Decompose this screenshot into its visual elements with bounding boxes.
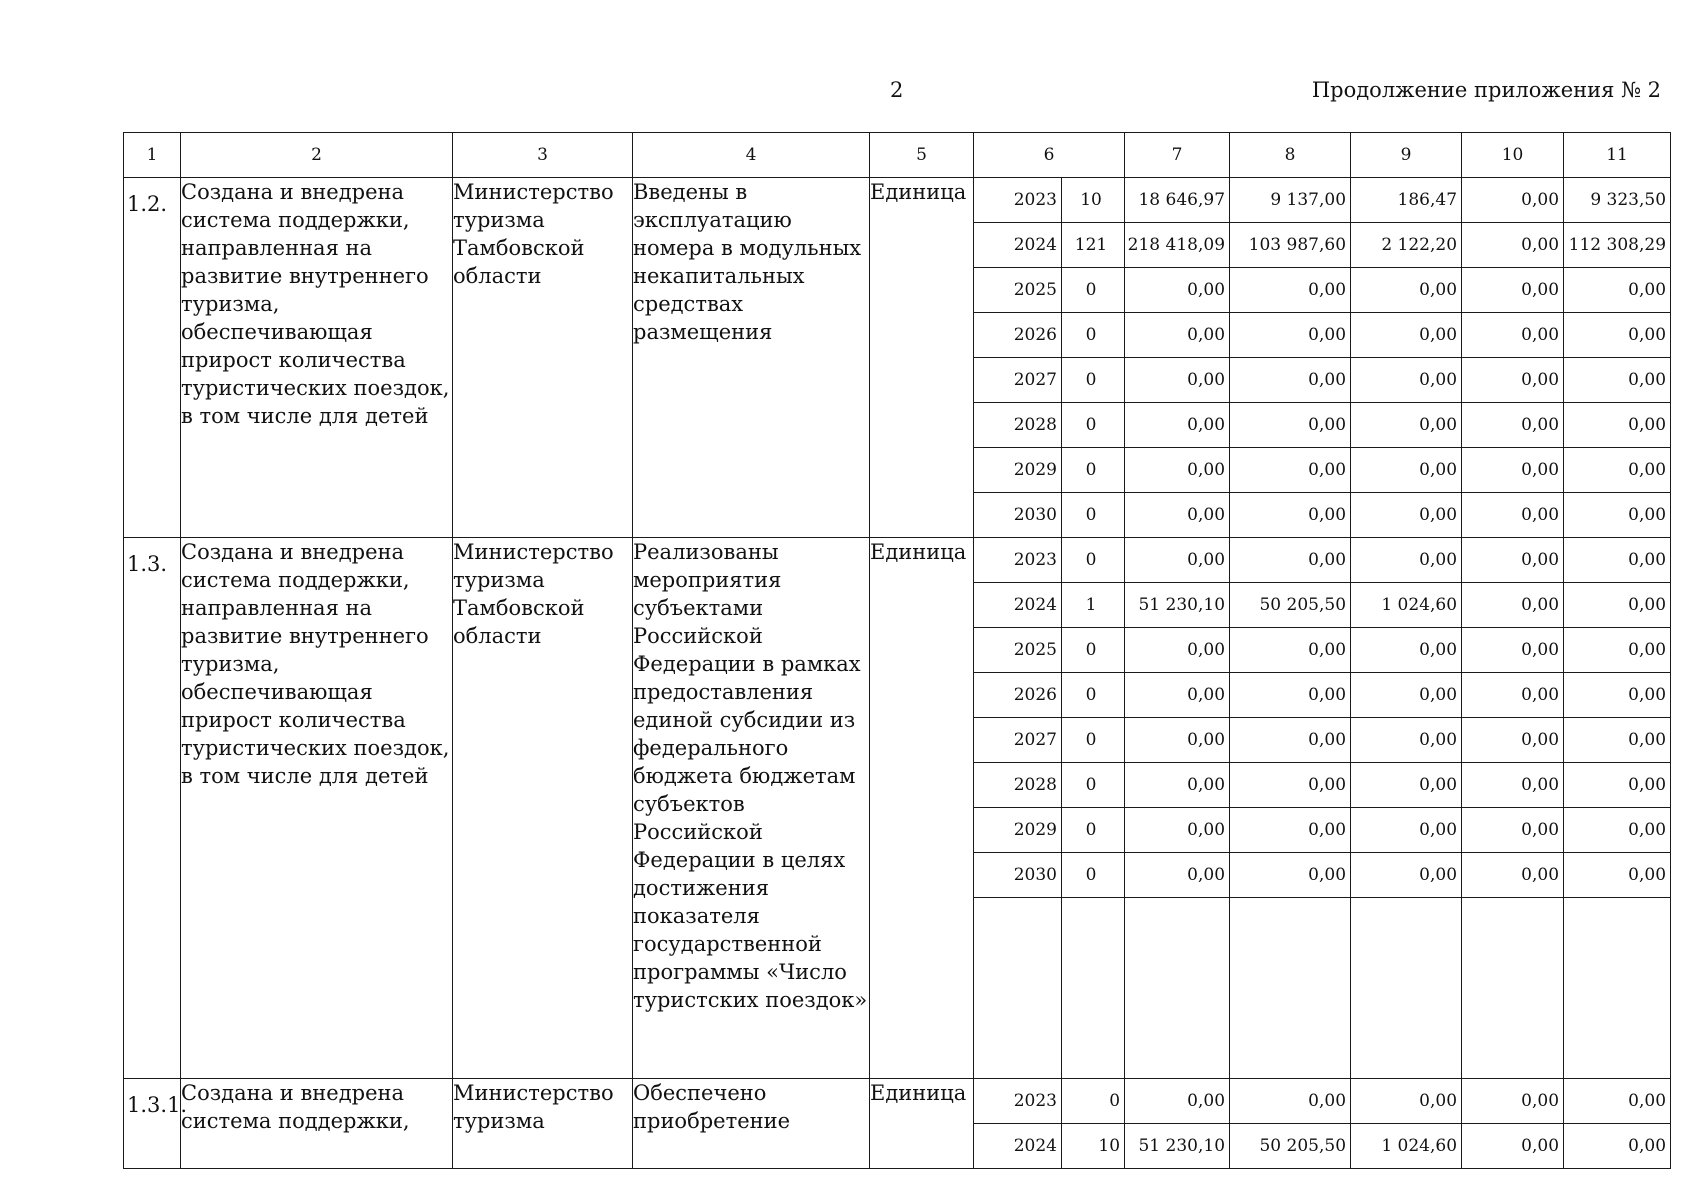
col7-cell: 51 230,10 bbox=[1125, 1124, 1230, 1169]
header-cell: 7 bbox=[1125, 133, 1230, 178]
result-cell: Создана и внедрена система поддержки, направленная на развитие внутреннего туризма, обеспечивающая прирост количества туристических поездок, в том числе для детей bbox=[181, 538, 453, 1079]
col10-cell: 0,00 bbox=[1462, 268, 1564, 313]
col11-cell: 0,00 bbox=[1564, 853, 1671, 898]
col11-cell: 0,00 bbox=[1564, 493, 1671, 538]
budget-table bbox=[123, 132, 1671, 1169]
col7-cell: 218 418,09 bbox=[1125, 223, 1230, 268]
col7-cell: 0,00 bbox=[1125, 493, 1230, 538]
col8-cell: 0,00 bbox=[1230, 808, 1351, 853]
col8-cell: 0,00 bbox=[1230, 718, 1351, 763]
col10-cell: 0,00 bbox=[1462, 853, 1564, 898]
value-cell: 0 bbox=[1062, 538, 1125, 583]
value-cell: 0 bbox=[1062, 763, 1125, 808]
year-cell: 2024 bbox=[974, 223, 1062, 268]
col11-cell: 0,00 bbox=[1564, 403, 1671, 448]
col9-cell: 0,00 bbox=[1351, 853, 1462, 898]
col8-cell: 9 137,00 bbox=[1230, 178, 1351, 223]
col11-cell: 0,00 bbox=[1564, 808, 1671, 853]
empty-cell bbox=[1462, 898, 1564, 1079]
year-cell: 2026 bbox=[974, 673, 1062, 718]
col10-cell: 0,00 bbox=[1462, 763, 1564, 808]
year-cell: 2023 bbox=[974, 1079, 1062, 1124]
empty-cell bbox=[1062, 898, 1125, 1079]
col11-cell: 0,00 bbox=[1564, 448, 1671, 493]
col10-cell: 0,00 bbox=[1462, 358, 1564, 403]
col8-cell: 50 205,50 bbox=[1230, 583, 1351, 628]
col7-cell: 0,00 bbox=[1125, 628, 1230, 673]
value-cell: 0 bbox=[1062, 1079, 1125, 1124]
col8-cell: 0,00 bbox=[1230, 673, 1351, 718]
table-row bbox=[124, 538, 1671, 583]
year-cell: 2028 bbox=[974, 763, 1062, 808]
col7-cell: 0,00 bbox=[1125, 448, 1230, 493]
col8-cell: 0,00 bbox=[1230, 448, 1351, 493]
value-cell: 0 bbox=[1062, 403, 1125, 448]
col9-cell: 0,00 bbox=[1351, 718, 1462, 763]
col9-cell: 0,00 bbox=[1351, 358, 1462, 403]
col9-cell: 0,00 bbox=[1351, 448, 1462, 493]
header-cell: 4 bbox=[633, 133, 870, 178]
value-cell: 0 bbox=[1062, 358, 1125, 403]
header-cell: 1 bbox=[124, 133, 181, 178]
header-cell: 6 bbox=[974, 133, 1125, 178]
header-cell: 10 bbox=[1462, 133, 1564, 178]
col10-cell: 0,00 bbox=[1462, 583, 1564, 628]
col8-cell: 0,00 bbox=[1230, 493, 1351, 538]
result-cell: Создана и внедрена система поддержки, bbox=[181, 1079, 453, 1169]
value-cell: 0 bbox=[1062, 853, 1125, 898]
col9-cell: 186,47 bbox=[1351, 178, 1462, 223]
year-cell: 2027 bbox=[974, 358, 1062, 403]
col10-cell: 0,00 bbox=[1462, 1079, 1564, 1124]
col9-cell: 0,00 bbox=[1351, 268, 1462, 313]
col11-cell: 0,00 bbox=[1564, 538, 1671, 583]
value-cell: 0 bbox=[1062, 628, 1125, 673]
col10-cell: 0,00 bbox=[1462, 628, 1564, 673]
value-cell: 0 bbox=[1062, 313, 1125, 358]
value-cell: 0 bbox=[1062, 268, 1125, 313]
col9-cell: 0,00 bbox=[1351, 313, 1462, 358]
responsible-cell: Министерство туризма bbox=[453, 1079, 633, 1169]
col7-cell: 0,00 bbox=[1125, 673, 1230, 718]
col11-cell: 0,00 bbox=[1564, 268, 1671, 313]
col8-cell: 103 987,60 bbox=[1230, 223, 1351, 268]
indicator-cell: Обеспечено приобретение bbox=[633, 1079, 870, 1169]
col9-cell: 0,00 bbox=[1351, 493, 1462, 538]
result-cell: Создана и внедрена система поддержки, направленная на развитие внутреннего туризма, обеспечивающая прирост количества туристических поездок, в том числе для детей bbox=[181, 178, 453, 538]
year-cell: 2024 bbox=[974, 1124, 1062, 1169]
table-body bbox=[124, 178, 1671, 1169]
col10-cell: 0,00 bbox=[1462, 493, 1564, 538]
col9-cell: 0,00 bbox=[1351, 538, 1462, 583]
col11-cell: 0,00 bbox=[1564, 313, 1671, 358]
col11-cell: 9 323,50 bbox=[1564, 178, 1671, 223]
col7-cell: 0,00 bbox=[1125, 718, 1230, 763]
col9-cell: 0,00 bbox=[1351, 673, 1462, 718]
value-cell: 0 bbox=[1062, 673, 1125, 718]
year-cell: 2030 bbox=[974, 493, 1062, 538]
col9-cell: 1 024,60 bbox=[1351, 1124, 1462, 1169]
header-cell: 9 bbox=[1351, 133, 1462, 178]
col11-cell: 0,00 bbox=[1564, 673, 1671, 718]
value-cell: 10 bbox=[1062, 1124, 1125, 1169]
header-cell: 8 bbox=[1230, 133, 1351, 178]
year-cell: 2026 bbox=[974, 313, 1062, 358]
col11-cell: 0,00 bbox=[1564, 718, 1671, 763]
col8-cell: 0,00 bbox=[1230, 403, 1351, 448]
responsible-cell: Министерство туризма Тамбовской области bbox=[453, 538, 633, 1079]
col10-cell: 0,00 bbox=[1462, 808, 1564, 853]
page-number: 2 bbox=[890, 78, 904, 102]
indicator-cell: Реализованы мероприятия субъектами Российской Федерации в рамках предоставления единой субсидии из федерального бюджета бюджетам субъектов Российской Федерации в целях достижения показателя государственной программы «Число туристских поездок» bbox=[633, 538, 870, 1079]
header-row bbox=[124, 133, 1671, 178]
col11-cell: 112 308,29 bbox=[1564, 223, 1671, 268]
header-cell: 5 bbox=[870, 133, 974, 178]
col7-cell: 0,00 bbox=[1125, 358, 1230, 403]
col9-cell: 0,00 bbox=[1351, 763, 1462, 808]
year-cell: 2030 bbox=[974, 853, 1062, 898]
col8-cell: 0,00 bbox=[1230, 538, 1351, 583]
empty-cell bbox=[1351, 898, 1462, 1079]
year-cell: 2023 bbox=[974, 178, 1062, 223]
col10-cell: 0,00 bbox=[1462, 673, 1564, 718]
col7-cell: 0,00 bbox=[1125, 808, 1230, 853]
col10-cell: 0,00 bbox=[1462, 403, 1564, 448]
col8-cell: 0,00 bbox=[1230, 1079, 1351, 1124]
value-cell: 0 bbox=[1062, 718, 1125, 763]
col7-cell: 18 646,97 bbox=[1125, 178, 1230, 223]
row-number: 1.2. bbox=[124, 178, 181, 538]
value-cell: 0 bbox=[1062, 808, 1125, 853]
unit-cell: Единица bbox=[870, 1079, 974, 1169]
col11-cell: 0,00 bbox=[1564, 763, 1671, 808]
col11-cell: 0,00 bbox=[1564, 1124, 1671, 1169]
col7-cell: 51 230,10 bbox=[1125, 583, 1230, 628]
col10-cell: 0,00 bbox=[1462, 538, 1564, 583]
col8-cell: 0,00 bbox=[1230, 313, 1351, 358]
table-row bbox=[124, 178, 1671, 223]
year-cell: 2028 bbox=[974, 403, 1062, 448]
col10-cell: 0,00 bbox=[1462, 223, 1564, 268]
col8-cell: 0,00 bbox=[1230, 628, 1351, 673]
empty-cell bbox=[974, 898, 1062, 1079]
year-cell: 2025 bbox=[974, 268, 1062, 313]
col9-cell: 0,00 bbox=[1351, 628, 1462, 673]
col7-cell: 0,00 bbox=[1125, 268, 1230, 313]
col8-cell: 50 205,50 bbox=[1230, 1124, 1351, 1169]
col7-cell: 0,00 bbox=[1125, 538, 1230, 583]
col7-cell: 0,00 bbox=[1125, 313, 1230, 358]
col10-cell: 0,00 bbox=[1462, 448, 1564, 493]
row-number: 1.3. bbox=[124, 538, 181, 1079]
year-cell: 2025 bbox=[974, 628, 1062, 673]
appendix-label: Продолжение приложения № 2 bbox=[1311, 78, 1661, 102]
col9-cell: 2 122,20 bbox=[1351, 223, 1462, 268]
value-cell: 121 bbox=[1062, 223, 1125, 268]
col7-cell: 0,00 bbox=[1125, 763, 1230, 808]
value-cell: 10 bbox=[1062, 178, 1125, 223]
indicator-cell: Введены в эксплуатацию номера в модульных некапитальных средствах размещения bbox=[633, 178, 870, 538]
year-cell: 2029 bbox=[974, 808, 1062, 853]
col8-cell: 0,00 bbox=[1230, 853, 1351, 898]
year-cell: 2023 bbox=[974, 538, 1062, 583]
empty-cell bbox=[1230, 898, 1351, 1079]
value-cell: 1 bbox=[1062, 583, 1125, 628]
year-cell: 2029 bbox=[974, 448, 1062, 493]
col11-cell: 0,00 bbox=[1564, 1079, 1671, 1124]
col7-cell: 0,00 bbox=[1125, 853, 1230, 898]
col7-cell: 0,00 bbox=[1125, 1079, 1230, 1124]
col9-cell: 0,00 bbox=[1351, 403, 1462, 448]
value-cell: 0 bbox=[1062, 493, 1125, 538]
col11-cell: 0,00 bbox=[1564, 628, 1671, 673]
empty-cell bbox=[1564, 898, 1671, 1079]
col11-cell: 0,00 bbox=[1564, 583, 1671, 628]
col11-cell: 0,00 bbox=[1564, 358, 1671, 403]
unit-cell: Единица bbox=[870, 178, 974, 538]
year-cell: 2024 bbox=[974, 583, 1062, 628]
col10-cell: 0,00 bbox=[1462, 313, 1564, 358]
responsible-cell: Министерство туризма Тамбовской области bbox=[453, 178, 633, 538]
value-cell: 0 bbox=[1062, 448, 1125, 493]
col8-cell: 0,00 bbox=[1230, 358, 1351, 403]
col10-cell: 0,00 bbox=[1462, 718, 1564, 763]
table-row bbox=[124, 1079, 1671, 1124]
col9-cell: 0,00 bbox=[1351, 1079, 1462, 1124]
year-cell: 2027 bbox=[974, 718, 1062, 763]
col9-cell: 1 024,60 bbox=[1351, 583, 1462, 628]
col8-cell: 0,00 bbox=[1230, 268, 1351, 313]
empty-cell bbox=[1125, 898, 1230, 1079]
col10-cell: 0,00 bbox=[1462, 178, 1564, 223]
row-number: 1.3.1. bbox=[124, 1079, 181, 1169]
col9-cell: 0,00 bbox=[1351, 808, 1462, 853]
unit-cell: Единица bbox=[870, 538, 974, 1079]
col8-cell: 0,00 bbox=[1230, 763, 1351, 808]
header-cell: 3 bbox=[453, 133, 633, 178]
col7-cell: 0,00 bbox=[1125, 403, 1230, 448]
col10-cell: 0,00 bbox=[1462, 1124, 1564, 1169]
header-cell: 2 bbox=[181, 133, 453, 178]
header-cell: 11 bbox=[1564, 133, 1671, 178]
